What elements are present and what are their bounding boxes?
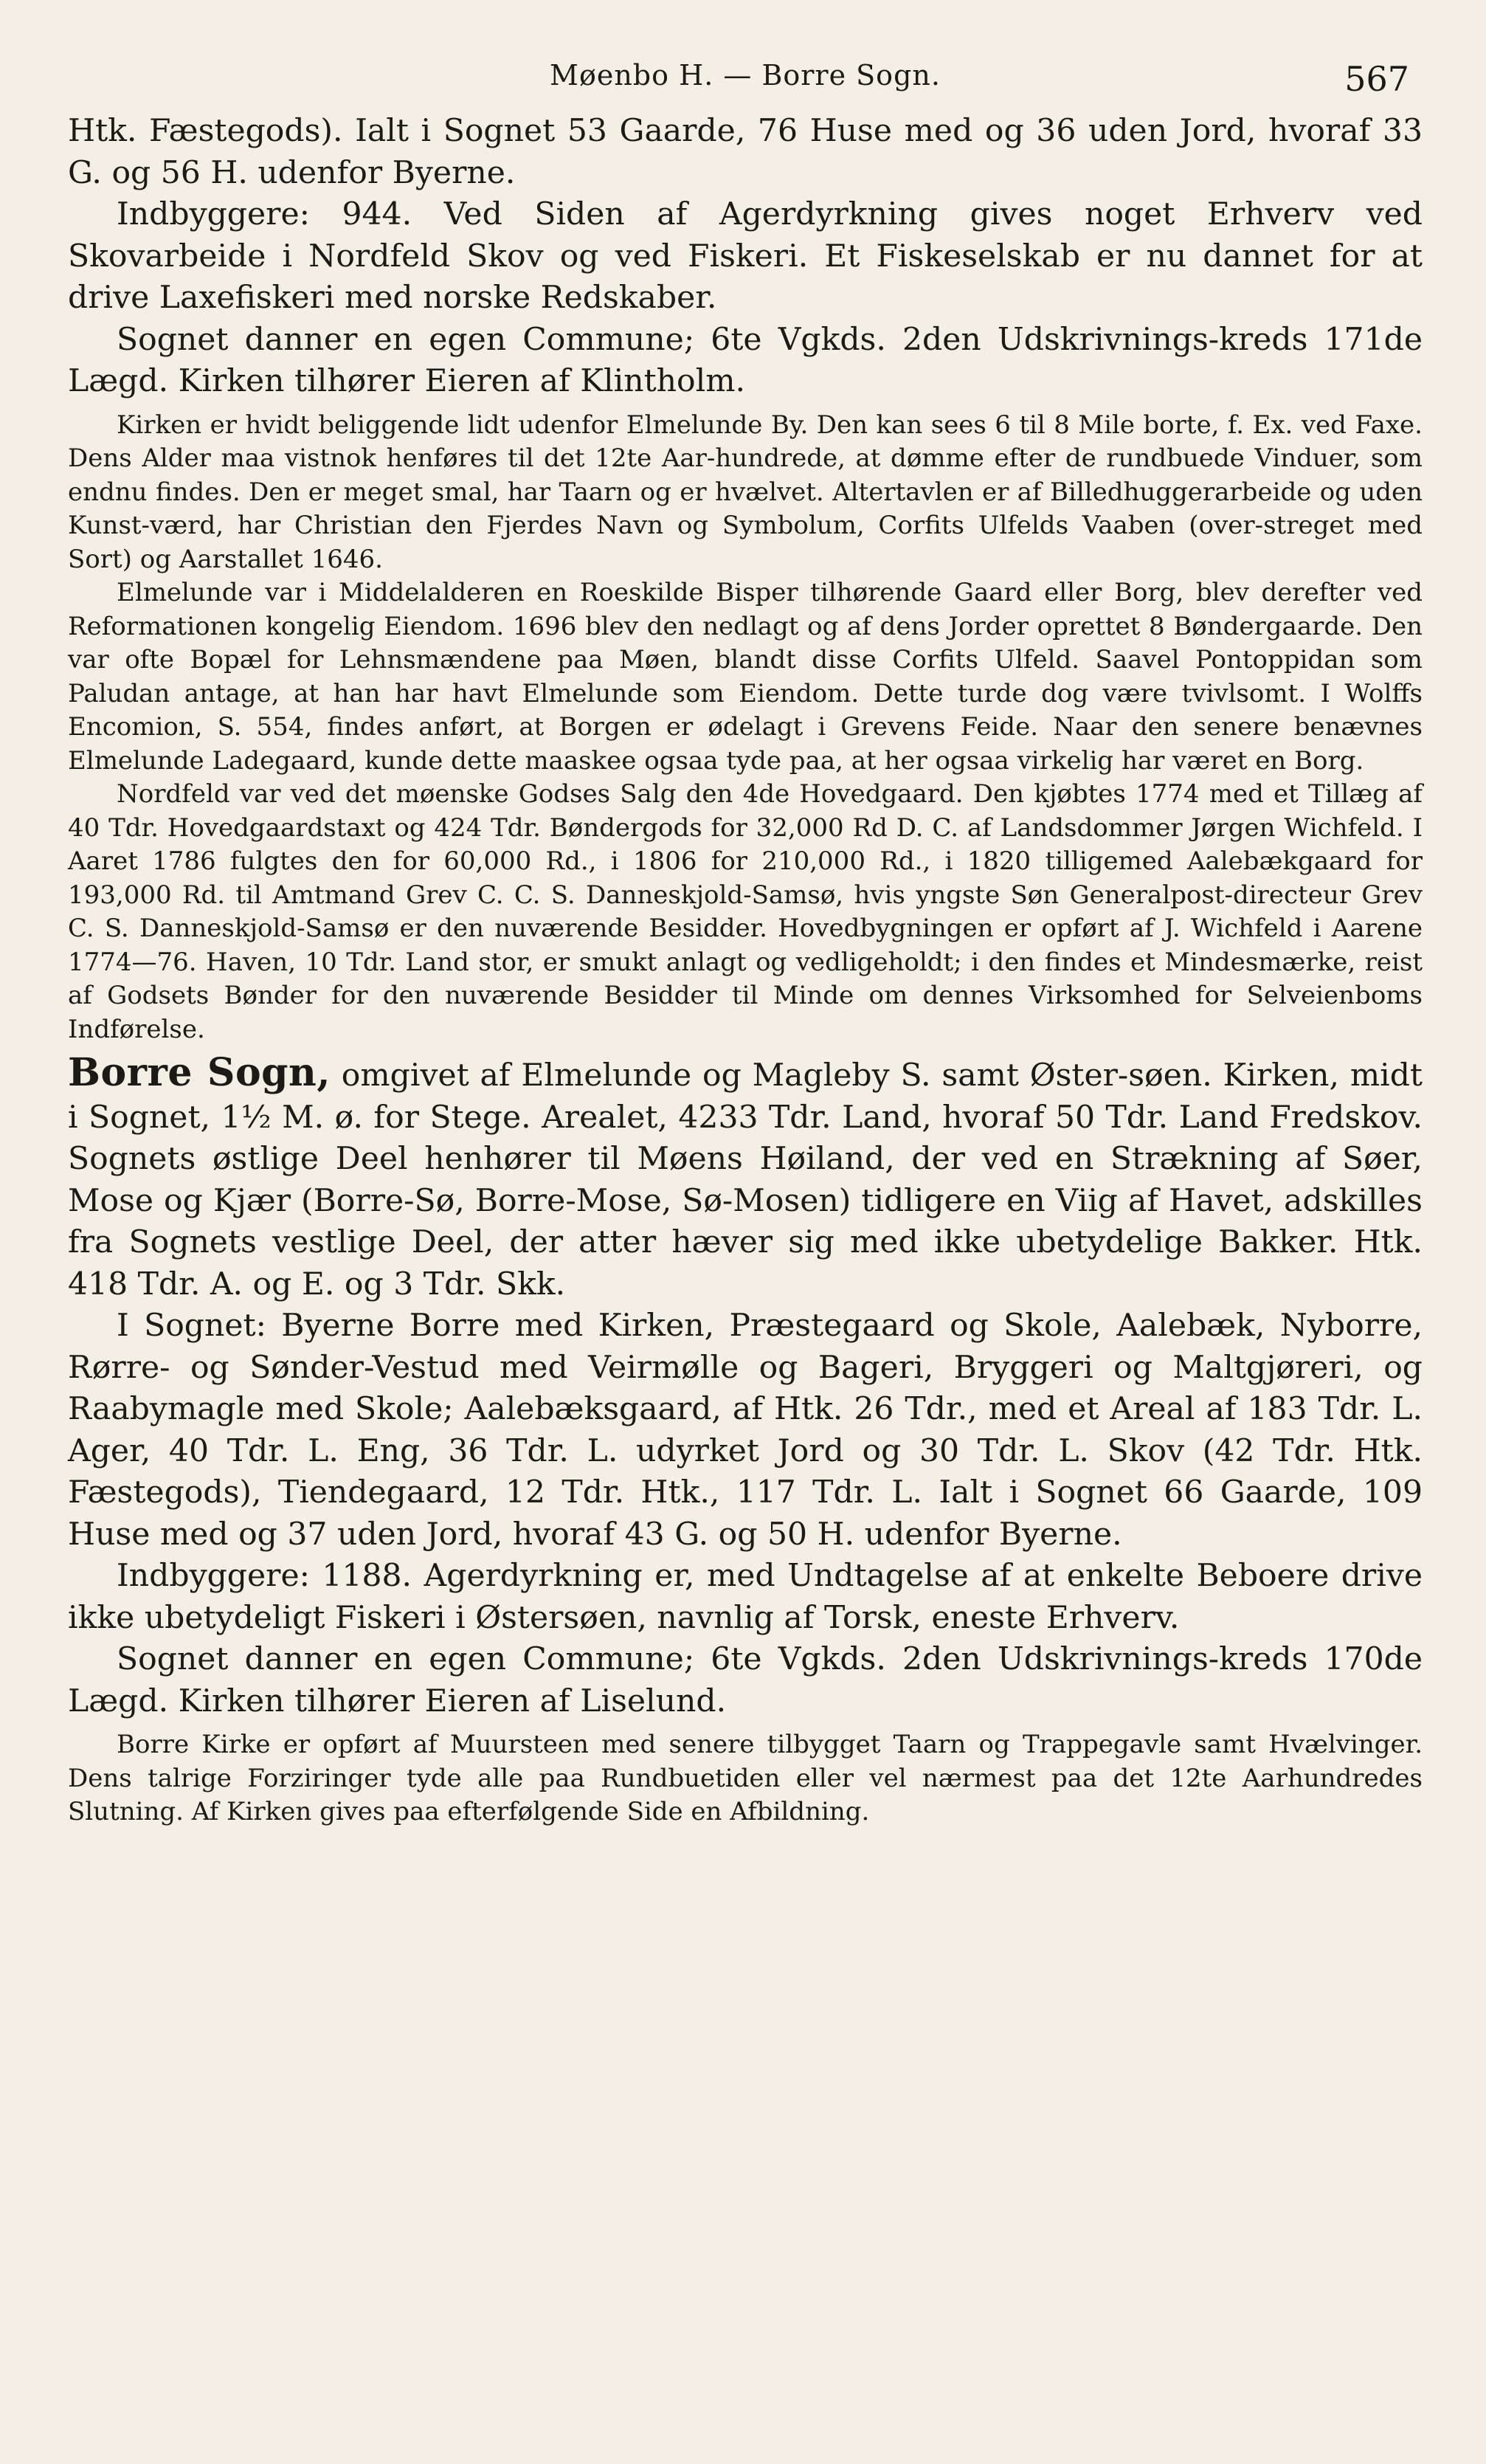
paragraph-borre-sogn <box>68 1052 1423 1305</box>
paragraph-villages-borre: I Sognet: Byerne Borre med Kirken, Præstegaard og Skole, Aalebæk, Nyborre, Rørre- og Sønder-Vestud med Veirmølle og Bageri, Bryggeri og Maltgjøreri, og Raabymagle med Skole; Aalebæksgaard, af Htk. 26 Tdr., med et Areal af 183 Tdr. L. Ager, 40 Tdr. L. Eng, 36 Tdr. L. udyrket Jord og 30 Tdr. L. Skov (42 Tdr. Htk. Fæstegods), Tiendegaard, 12 Tdr. Htk., 117 Tdr. L. Ialt i Sognet 66 Gaarde, 109 Huse med og 37 uden Jord, hvoraf 43 G. og 50 H. udenfor Byerne. <box>68 1308 1423 1553</box>
paragraph-church-borre: Borre Kirke er opført af Muursteen med senere tilbygget Taarn og Trappegavle samt Hvælvinger. Dens talrige Forziringer tyde alle paa Rundbuetiden eller vel nærmest paa det 12te Aarhundredes Slutning. Af Kirken gives paa efterfølgende Side en Afbildning. <box>68 1730 1423 1826</box>
paragraph-population-borre: Indbyggere: 1188. Agerdyrkning er, med Undtagelse af at enkelte Beboere drive ikke ubetydeligt Fiskeri i Østersøen, navnlig af Torsk, eneste Erhverv. <box>68 1558 1423 1636</box>
running-head: Møenbo H. — Borre Sogn. <box>550 59 941 92</box>
page-number: 567 <box>1344 59 1409 99</box>
paragraph-church-elmelunde: Kirken er hvidt beliggende lidt udenfor Elmelunde By. Den kan sees 6 til 8 Mile borte, f. Ex. ved Faxe. Dens Alder maa vistnok henføres til det 12te Aar-hundrede, at dømme efter de rundbuede Vinduer, som endnu findes. Den er meget smal, har Taarn og er hvælvet. Altertavlen er af Billedhuggerarbeide og uden Kunst-værd, har Christian den Fjerdes Navn og Symbolum, Corfits Ulfelds Vaaben (over-streget med Sort) og Aarstallet 1646. <box>68 410 1423 574</box>
section-heading-borre-sogn: Borre Sogn, <box>68 1050 331 1095</box>
paragraph-history-elmelunde: Elmelunde var i Middelalderen en Roeskilde Bisper tilhørende Gaard eller Borg, blev derefter ved Reformationen kongelig Eiendom. 1696 blev den nedlagt og af dens Jorder oprettet 8 Bøndergaarde. Den var ofte Bopæl for Lehnsmændene paa Møen, blandt disse Corfits Ulfeld. Saavel Pontoppidan som Paludan antage, at han har havt Elmelunde som Eiendom. Dette turde dog være tvivlsomt. I Wolffs Encomion, S. 554, findes anført, at Borgen er ødelagt i Grevens Feide. Naar den senere benævnes Elmelunde Ladegaard, kunde dette maaskee ogsaa tyde paa, at her ogsaa virkelig har været en Borg. <box>68 578 1423 776</box>
paragraph-nordfeld-estate: Nordfeld var ved det møenske Godses Salg den 4de Hovedgaard. Den kjøbtes 1774 med et Tillæg af 40 Tdr. Hovedgaardstaxt og 424 Tdr. Bøndergods for 32,000 Rd D. C. af Landsdommer Jørgen Wichfeld. I Aaret 1786 fulgtes den for 60,000 Rd., i 1806 for 210,000 Rd., i 1820 tilligemed Aalebækgaard for 193,000 Rd. til Amtmand Grev C. C. S. Danneskjold-Samsø, hvis yngste Søn Generalpost-directeur Grev C. S. Danneskjold-Samsø er den nuværende Besidder. Hovedbygningen er opført af J. Wichfeld i Aarene 1774—76. Haven, 10 Tdr. Land stor, er smukt anlagt og vedligeholdt; i den findes et Mindesmærke, reist af Godsets Bønder for den nuværende Besidder til Minde om dennes Virksomhed for Selveienboms Indførelse. <box>68 779 1423 1044</box>
paragraph-borre-sogn-text: omgivet af Elmelunde og Magleby S. samt Øster-søen. Kirken, midt i Sognet, 1½ M. ø. for Stege. Arealet, 4233 Tdr. Land, hvoraf 50 Tdr. Land Fredskov. Sognets østlige Deel henhører til Møens Høiland, der ved en Strækning af Søer, Mose og Kjær (Borre-Sø, Borre-Mose, Sø-Mosen) tidligere en Viig af Havet, adskilles fra Sognets vestlige Deel, der atter hæver sig med ikke ubetydelige Bakker. Htk. 418 Tdr. A. og E. og 3 Tdr. Skk. <box>68 1057 1423 1302</box>
paragraph-commune-elmelunde: Sognet danner en egen Commune; 6te Vgkds. 2den Udskrivnings-kreds 171de Lægd. Kirken tilhører Eieren af Klintholm. <box>68 321 1423 399</box>
page-header <box>68 59 1423 111</box>
page-body <box>68 111 1423 1829</box>
paragraph-population-elmelunde: Indbyggere: 944. Ved Siden af Agerdyrkning gives noget Erhverv ved Skovarbeide i Nordfeld Skov og ved Fiskeri. Et Fiskeselskab er nu dannet for at drive Laxefiskeri med norske Redskaber. <box>68 196 1423 316</box>
paragraph-farm-count-nordfeld: Htk. Fæstegods). Ialt i Sognet 53 Gaarde, 76 Huse med og 36 uden Jord, hvoraf 33 G. og 56 H. udenfor Byerne. <box>68 113 1423 191</box>
paragraph-commune-borre: Sognet danner en egen Commune; 6te Vgkds. 2den Udskrivnings-kreds 170de Lægd. Kirken tilhører Eieren af Liselund. <box>68 1641 1423 1719</box>
